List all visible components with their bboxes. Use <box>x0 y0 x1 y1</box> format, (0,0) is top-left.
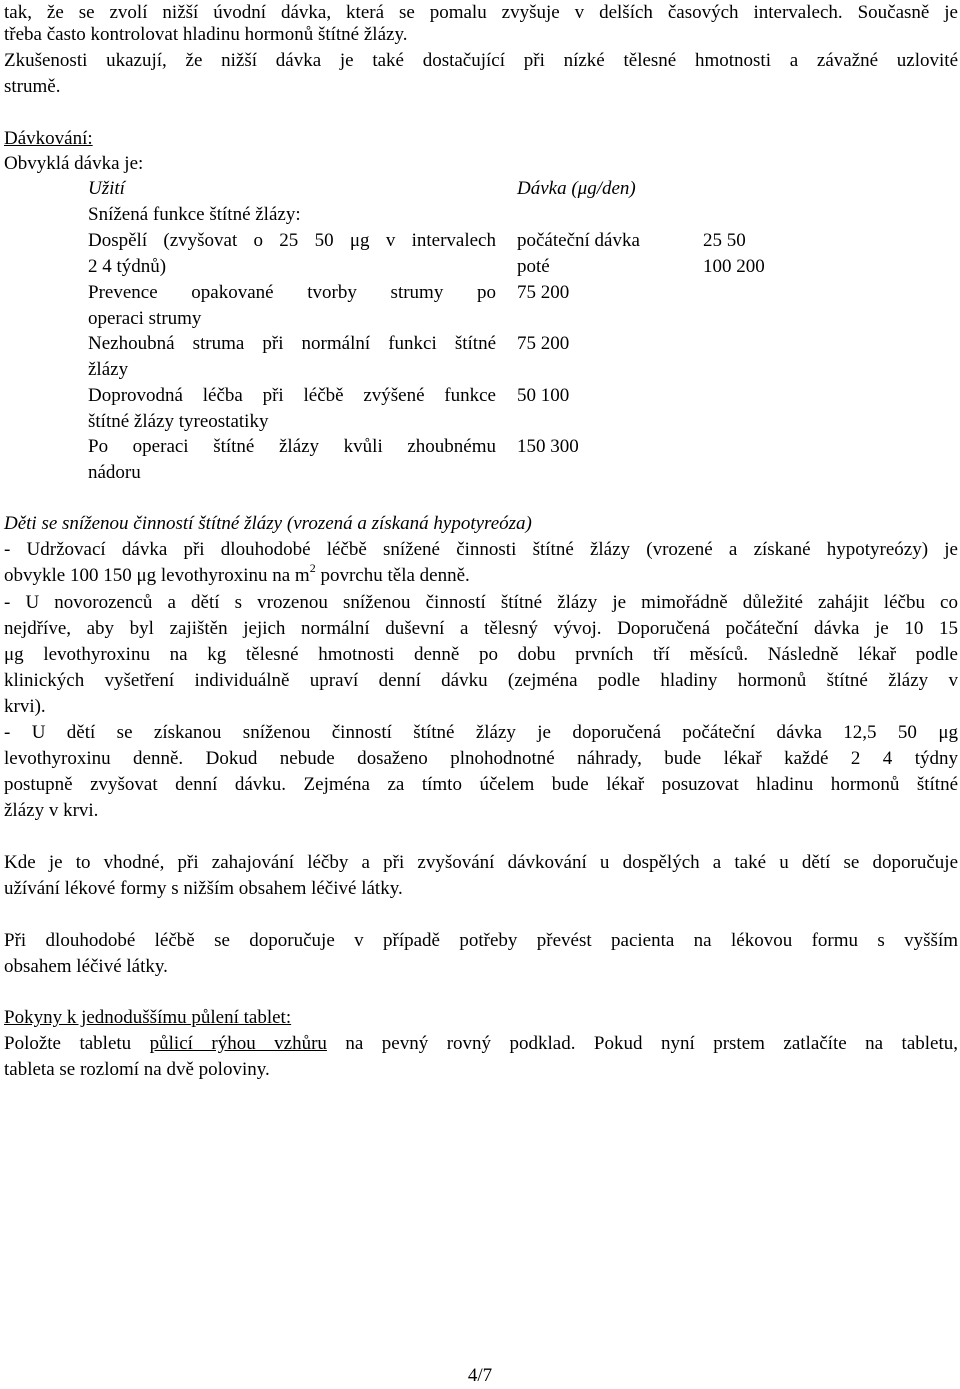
table-row-3-dose: 50 100 <box>517 385 570 406</box>
table-row-3-use-2: štítné žlázy tyreostatiky <box>88 411 269 432</box>
table-row-0-use-1: Dospělí (zvyšovat o 25 50 μg v intervalech <box>88 230 496 251</box>
children-p2-line-3: μg levothyroxinu na kg tělesné hmotnosti denně po dobu prvních tří měsíců. Následně lékař podle <box>4 644 958 665</box>
table-row-0-dose-2: poté <box>517 256 550 277</box>
table-row-2-use-1: Nezhoubná struma při normální funkci štítné <box>88 333 496 354</box>
halving-text-a: Položte tabletu <box>4 1033 150 1054</box>
para-high-line-2: obsahem léčivé látky. <box>4 956 168 977</box>
dosing-col-dose: Dávka (μg/den) <box>517 178 636 199</box>
table-row-0-use-2: 2 4 týdnů) <box>88 256 167 277</box>
dosing-col-use: Užití <box>88 178 125 199</box>
dosing-heading: Dávkování: <box>4 128 93 149</box>
page-number: 4/7 <box>467 1365 493 1386</box>
children-p3-line-2: levothyroxinu denně. Dokud nebude dosaženo plnohodnotné náhrady, bude lékař každé 2 4 týdny <box>4 748 958 769</box>
para-low-line-2: užívání lékové formy s nižším obsahem léčivé látky. <box>4 878 403 899</box>
intro-line-1: tak, že se zvolí nižší úvodní dávka, která se pomalu zvyšuje v delších časových intervalech. Současně je <box>4 2 958 23</box>
dosing-section-hypo: Snížená funkce štítné žlázy: <box>88 204 301 225</box>
intro-line-3: Zkušenosti ukazují, že nižší dávka je také dostačující při nízké tělesné hmotnosti a závažné uzlovité <box>4 50 958 71</box>
para-low-line-1: Kde je to vhodné, při zahajování léčby a při zvyšování dávkování u dospělých a také u dětí se doporučuje <box>4 852 958 873</box>
halving-text-b: na pevný rovný podklad. Pokud nyní prstem zatlačíte na tabletu, <box>326 1033 958 1054</box>
table-row-4-use-2: nádoru <box>88 462 141 483</box>
superscript-2: 2 <box>309 560 316 575</box>
children-p1-text-b: povrchu těla denně. <box>315 565 470 586</box>
table-row-2-dose: 75 200 <box>517 333 570 354</box>
table-row-0-value-2: 100 200 <box>703 256 765 277</box>
table-row-2-use-2: žlázy <box>88 359 129 380</box>
table-row-1-dose: 75 200 <box>517 282 570 303</box>
children-p3-line-3: postupně zvyšovat denní dávku. Zejména za tímto účelem bude lékař posuzovat hladinu hormonů štítné <box>4 774 958 795</box>
para-high-line-1: Při dlouhodobé léčbě se doporučuje v případě potřeby převést pacienta na lékovou formu s vyšším <box>4 930 958 951</box>
table-row-4-use-1: Po operaci štítné žlázy kvůli zhoubnému <box>88 436 496 457</box>
dosing-usual: Obvyklá dávka je: <box>4 153 144 174</box>
children-p1-line-2 <box>4 560 958 589</box>
table-row-3-use-1: Doprovodná léčba při léčbě zvýšené funkce <box>88 385 496 406</box>
table-row-0-value-1: 25 50 <box>703 230 746 251</box>
children-p2-line-4: klinických vyšetření individuálně upraví denní dávku (zejména podle hladiny hormonů štítné žlázy v <box>4 670 958 691</box>
intro-line-2: třeba často kontrolovat hladinu hormonů štítné žlázy. <box>4 24 408 45</box>
children-p1-line-1: - Udržovací dávka při dlouhodobé léčbě snížené činnosti štítné žlázy (vrozené a získané hypotyreózy) je <box>4 539 958 560</box>
children-p2-line-1: - U novorozenců a dětí s vrozenou sníženou činností štítné žlázy je mimořádně důležité zahájit léčbu co <box>4 592 958 613</box>
children-heading: Děti se sníženou činností štítné žlázy (vrozená a získaná hypotyreóza) <box>4 513 532 534</box>
table-row-4-dose: 150 300 <box>517 436 579 457</box>
halving-line-1 <box>4 1031 958 1057</box>
score-line-phrase: půlicí rýhou vzhůru <box>149 1033 327 1054</box>
table-row-1-use-1: Prevence opakované tvorby strumy po <box>88 282 496 303</box>
children-p2-line-5: krvi). <box>4 696 46 717</box>
halving-line-2: tableta se rozlomí na dvě poloviny. <box>4 1059 270 1080</box>
children-p1-text-a: obvykle 100 150 μg levothyroxinu na m <box>4 565 310 586</box>
children-p3-line-4: žlázy v krvi. <box>4 800 99 821</box>
halving-heading: Pokyny k jednoduššímu půlení tablet: <box>4 1007 292 1028</box>
children-p3-line-1: - U dětí se získanou sníženou činností štítné žlázy je doporučená počáteční dávka 12,5 50 μg <box>4 722 958 743</box>
table-row-1-use-2: operaci strumy <box>88 308 202 329</box>
intro-line-4: strumě. <box>4 76 61 97</box>
children-p2-line-2: nejdříve, aby byl zajištěn jejich normální duševní a tělesný vývoj. Doporučená počáteční dávka je 10 15 <box>4 618 958 639</box>
table-row-0-dose-1: počáteční dávka <box>517 230 640 251</box>
